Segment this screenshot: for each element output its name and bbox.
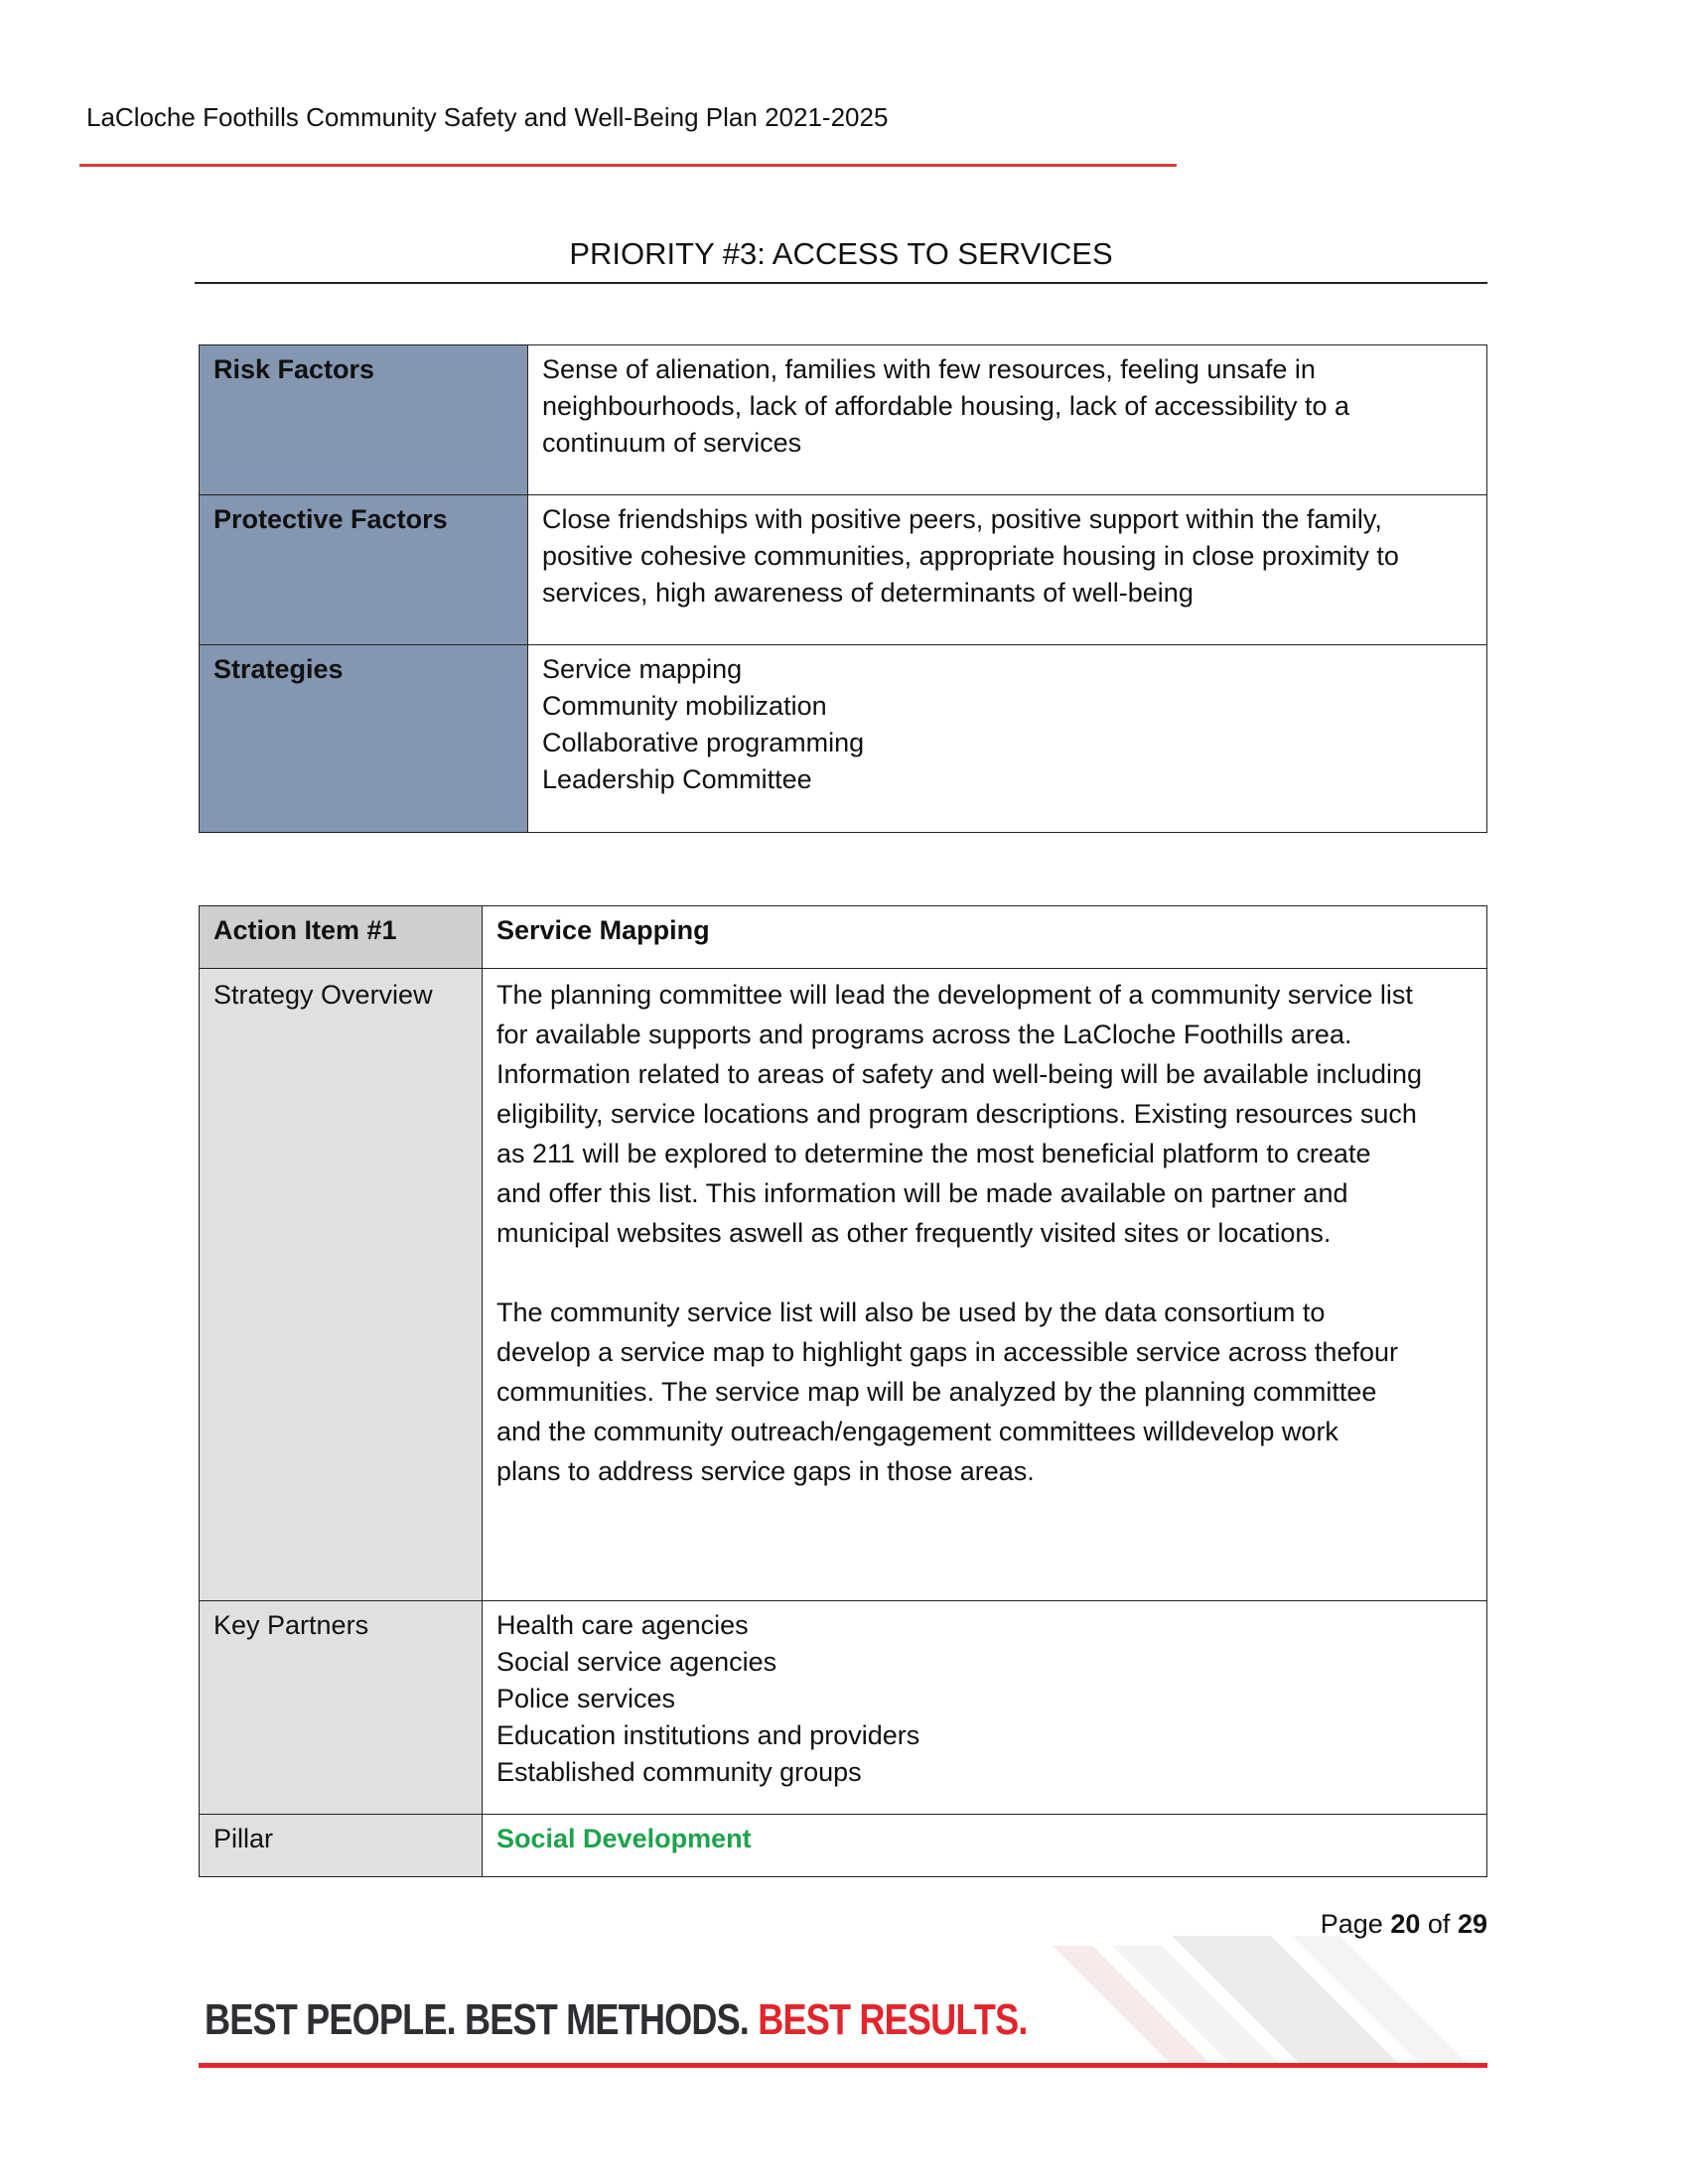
table-row: [200, 495, 1487, 645]
table-row: [200, 345, 1487, 495]
text-line: The planning committee will lead the development of a community service list: [496, 980, 1413, 1010]
partner-item: Education institutions and providers: [496, 1720, 920, 1750]
table-row: [200, 969, 1487, 1601]
text-line: The community service list will also be used by the data consortium to: [496, 1297, 1326, 1327]
risk-factors-label: Risk Factors: [200, 345, 528, 495]
action-item-label: Action Item #1: [200, 906, 483, 969]
partner-item: Established community groups: [496, 1757, 862, 1787]
text-line: continuum of services: [542, 428, 802, 458]
pillar-label: Pillar: [200, 1815, 483, 1877]
page-of: of: [1427, 1909, 1451, 1939]
text-line: positive cohesive communities, appropriate housing in close proximity to: [542, 541, 1399, 571]
text-line: Close friendships with positive peers, positive support within the family,: [542, 504, 1382, 534]
protective-factors-value: [528, 495, 1487, 645]
strategy-item: Leadership Committee: [542, 764, 812, 794]
overview-paragraph: [496, 1293, 1473, 1491]
text-line: neighbourhoods, lack of affordable housing, lack of accessibility to a: [542, 391, 1350, 421]
risk-factors-value: [528, 345, 1487, 495]
strategy-item: Service mapping: [542, 654, 743, 684]
action-item-table: [199, 905, 1487, 1877]
company-tagline: [205, 1995, 1028, 2045]
strategy-overview-label: Strategy Overview: [200, 969, 483, 1601]
text-line: for available supports and programs across the LaCloche Foothills area.: [496, 1020, 1352, 1049]
table-row: [200, 1815, 1487, 1877]
priority-title: PRIORITY #3: ACCESS TO SERVICES: [569, 236, 1113, 271]
footer-divider: [199, 2063, 1487, 2068]
table-row: [200, 906, 1487, 969]
strategy-item: Collaborative programming: [542, 728, 865, 757]
action-item-title: Service Mapping: [483, 906, 1487, 969]
partner-item: Police services: [496, 1684, 676, 1713]
text-line: and offer this list. This information will be made available on partner and: [496, 1178, 1348, 1208]
text-line: and the community outreach/engagement committees willdevelop work: [496, 1417, 1338, 1446]
strategies-value: [528, 645, 1487, 833]
key-partners-list: [483, 1601, 1487, 1815]
partner-item: Social service agencies: [496, 1647, 777, 1677]
key-partners-label: Key Partners: [200, 1601, 483, 1815]
page-total: 29: [1457, 1909, 1487, 1939]
tagline-red: BEST RESULTS.: [758, 1995, 1028, 2044]
text-line: eligibility, service locations and program descriptions. Existing resources such: [496, 1099, 1417, 1129]
text-line: Sense of alienation, families with few resources, feeling unsafe in: [542, 354, 1316, 384]
text-line: communities. The service map will be analyzed by the planning committee: [496, 1377, 1377, 1407]
text-line: municipal websites aswell as other frequently visited sites or locations.: [496, 1218, 1332, 1248]
page-prefix: Page: [1320, 1909, 1383, 1939]
pillar-cell: [483, 1815, 1487, 1877]
pillar-value: Social Development: [496, 1824, 752, 1853]
text-line: as 211 will be explored to determine the most beneficial platform to create: [496, 1139, 1371, 1168]
text-line: Information related to areas of safety and well-being will be available including: [496, 1059, 1423, 1089]
table-row: [200, 1601, 1487, 1815]
text-line: develop a service map to highlight gaps in accessible service across thefour: [496, 1337, 1398, 1367]
partner-item: Health care agencies: [496, 1610, 749, 1640]
text-line: services, high awareness of determinants of well-being: [542, 578, 1194, 608]
text-line: plans to address service gaps in those areas.: [496, 1456, 1035, 1486]
table-row: [200, 645, 1487, 833]
overview-paragraph: [496, 975, 1473, 1253]
risk-factors-table: [199, 344, 1487, 833]
document-header-title: LaCloche Foothills Community Safety and Well-Being Plan 2021-2025: [86, 102, 889, 132]
protective-factors-label: Protective Factors: [200, 495, 528, 645]
strategies-label: Strategies: [200, 645, 528, 833]
footer-stripe-decoration: [1053, 1936, 1489, 2065]
strategy-overview-text: [483, 969, 1487, 1601]
header-divider: [79, 164, 1177, 167]
tagline-dark: BEST PEOPLE. BEST METHODS.: [205, 1995, 750, 2044]
page-current: 20: [1390, 1909, 1421, 1939]
priority-divider: [195, 282, 1487, 284]
strategy-item: Community mobilization: [542, 691, 827, 721]
